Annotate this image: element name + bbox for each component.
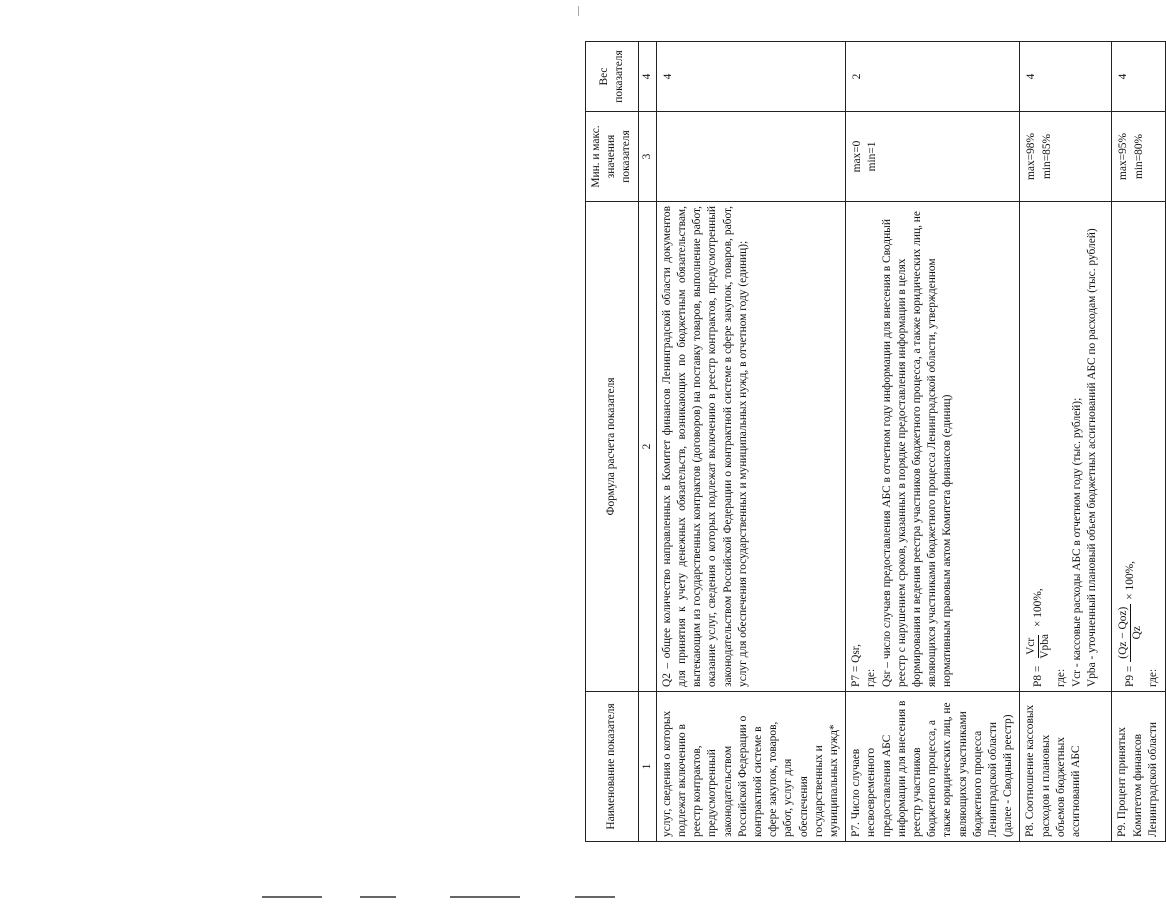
table-row [1112,42,1165,842]
indicators-table [585,41,1166,842]
col-number: 2 [638,202,656,692]
formula-expression [1025,206,1052,687]
indicator-formula [1112,202,1165,692]
indicator-formula [846,202,1020,692]
rotated-table-wrapper [585,42,1160,842]
indicator-formula [1020,202,1112,692]
fraction-denominator: Vpba [1039,634,1052,659]
header-formula: Формула расчета показателя [586,202,639,692]
indicator-weight: 4 [1112,42,1165,112]
max-value: max=95% [1117,133,1130,180]
header-minmax: Мин. и макс. значения показателя [586,112,639,202]
fraction-denominator: Qz [1131,626,1144,640]
formula-expression [1117,206,1144,687]
indicator-name: услуг, сведения о которых подлежат включению в реестр контрактов, предусмотренный законодательством Российской Федерации о контрактной системе в сфере закупок, товаров, работ, услуг для обеспечения государственных и муниципальных нужд* [656,692,845,842]
indicator-name: P9. Процент принятых Комитетом финансов Ленинградской области [1112,692,1165,842]
col-number: 4 [638,42,656,112]
max-value: max=0 [851,140,864,173]
formula-fraction [1117,604,1144,662]
formula-where: где: [865,668,878,687]
indicator-minmax [656,112,845,202]
indicator-minmax [846,112,1020,202]
formula-expression: P7 = Qsr, [850,644,863,687]
min-value: min=1 [866,141,879,172]
indicator-formula [656,202,845,692]
scan-mark [450,896,520,898]
column-number-row [638,42,656,842]
formula-lhs: P9 = [1124,665,1137,687]
indicator-weight: 4 [1020,42,1112,112]
indicator-minmax [1020,112,1112,202]
formula-lhs: P8 = [1032,665,1045,687]
table-row [656,42,845,842]
header-weight: Вес показателя [586,42,639,112]
header-name: Наименование показателя [586,692,639,842]
min-value: min=80% [1132,133,1145,180]
scan-mark [578,6,579,16]
table-row [1020,42,1112,842]
indicator-name: P7. Число случаев несвоевременного предоставления АБС информации для внесения в реестр участников бюджетного процесса, а также юридических лиц, не являющихся участниками бюджетного процесса Ленинградской области (далее - Сводный реестр) [846,692,1020,842]
formula-tail: × 100%, [1124,561,1137,600]
formula-line: Q2 – общее количество направленных в Комитет финансов Ленинградской области документов для принятия к учету денежных обязательств, возникающих по бюджетным обязательствам, вытекающим из государственных контрактов (договоров) на поставку товаров, выполнение работ, оказание услуг, сведения о которых подлежат включению в реестр контрактов, предусмотренный законодательством Российской Федерации о контрактной системе в сфере закупок, товаров, работ, услуг для обеспечения государственных и муниципальных нужд, в отчетном году (единиц); [660,206,749,687]
col-number: 3 [638,112,656,202]
formula-line: Qsr – число случаев предоставления АБС в отчетном году информации для внесения в Сводный реестр с нарушением сроков, указанных в порядке предоставления информации в целях формирования и ведения реестра участников бюджетного процесса, а также юридических лиц, не являющихся участниками бюджетного процесса Ленинградской области, утвержденном нормативным правовым актом Комитета финансов (единиц) [880,211,954,687]
formula-fraction [1025,631,1052,662]
scan-mark [262,896,322,898]
fraction-numerator: (Qz − Qoz) [1117,604,1131,662]
formula-where: где: [1147,668,1160,687]
formula-line: Vcr - кассовые расходы АБС в отчетном году (тыс. рублей); [1070,397,1083,687]
max-value: max=98% [1025,133,1038,180]
indicator-weight: 4 [656,42,845,112]
formula-line: Vpba - уточненный плановый объем бюджетных ассигнований АБС по расходам (тыс. рублей) [1085,228,1098,687]
fraction-numerator: Vcr [1025,635,1039,658]
formula-where: где: [1055,668,1068,687]
formula-tail: × 100%, [1032,588,1045,627]
scan-mark [575,896,615,898]
min-value: min=85% [1040,133,1053,180]
indicator-weight: 2 [846,42,1020,112]
header-row [586,42,639,842]
table-row [846,42,1020,842]
scan-mark [360,896,396,898]
indicator-minmax [1112,112,1165,202]
bottom-scan-artifacts [0,892,640,905]
col-number: 1 [638,692,656,842]
indicator-name: P8. Соотношение кассовых расходов и плановых объемов бюджетных ассигнований АБС [1020,692,1112,842]
